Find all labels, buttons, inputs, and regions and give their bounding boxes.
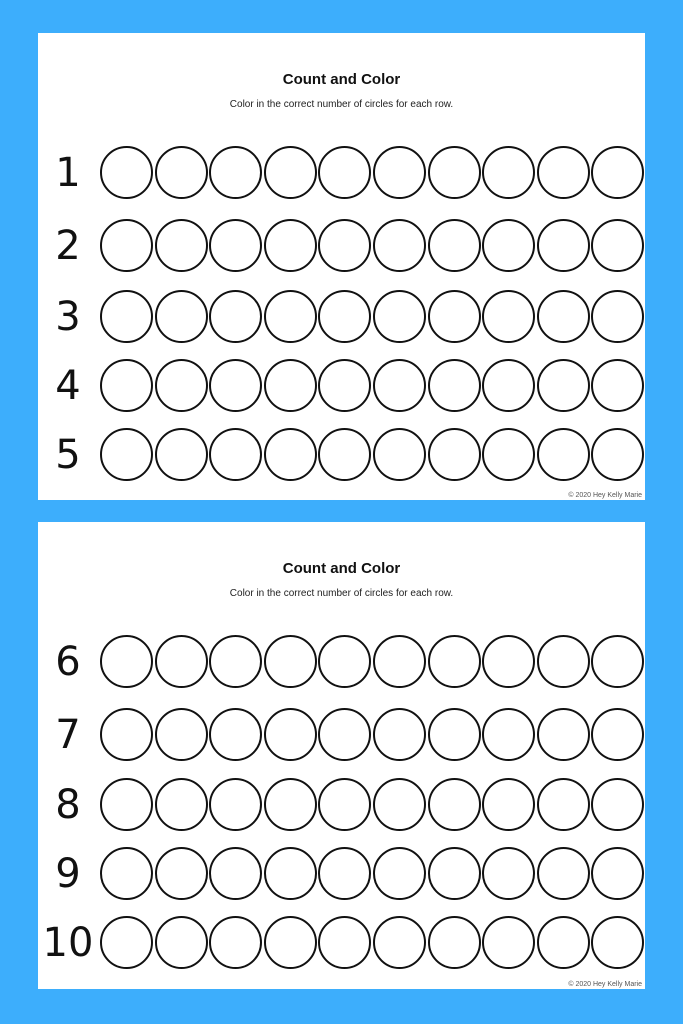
count-circle xyxy=(100,708,153,761)
worksheet-instructions: Color in the correct number of circles for each row. xyxy=(229,588,454,599)
count-circle xyxy=(155,916,208,969)
count-circle xyxy=(537,359,590,412)
row-number: 2 xyxy=(55,223,81,269)
worksheet-instructions: Color in the correct number of circles for each row. xyxy=(229,99,454,110)
row-number: 7 xyxy=(55,712,81,758)
count-circle xyxy=(209,146,262,199)
count-circle xyxy=(591,778,644,831)
count-circle xyxy=(264,290,317,343)
count-circle xyxy=(264,219,317,272)
count-circle xyxy=(537,146,590,199)
row-number: 8 xyxy=(55,782,81,828)
count-circle xyxy=(318,635,371,688)
worksheet-title: Count and Color xyxy=(282,71,401,88)
count-circle xyxy=(264,708,317,761)
count-circle xyxy=(209,219,262,272)
count-circle xyxy=(428,778,481,831)
count-circle xyxy=(591,146,644,199)
count-circle xyxy=(591,428,644,481)
count-circle xyxy=(482,146,535,199)
circle-group xyxy=(100,290,644,344)
count-circle xyxy=(264,635,317,688)
count-circle xyxy=(209,290,262,343)
count-circle xyxy=(373,290,426,343)
count-circle xyxy=(100,219,153,272)
count-circle xyxy=(428,219,481,272)
count-circle xyxy=(373,219,426,272)
count-circle xyxy=(537,916,590,969)
count-circle xyxy=(482,219,535,272)
circle-group xyxy=(100,219,644,273)
circle-group xyxy=(100,635,644,689)
worksheet-top xyxy=(38,33,645,500)
counting-row xyxy=(38,146,645,200)
count-circle xyxy=(264,778,317,831)
copyright-footer: © 2020 Hey Kelly Marie xyxy=(568,981,642,988)
count-circle xyxy=(373,359,426,412)
count-circle xyxy=(482,708,535,761)
count-circle xyxy=(209,635,262,688)
count-circle xyxy=(318,359,371,412)
count-circle xyxy=(264,146,317,199)
count-circle xyxy=(264,359,317,412)
count-circle xyxy=(155,428,208,481)
count-circle xyxy=(537,847,590,900)
counting-row xyxy=(38,428,645,482)
count-circle xyxy=(591,290,644,343)
counting-row xyxy=(38,219,645,273)
count-circle xyxy=(209,428,262,481)
count-circle xyxy=(209,359,262,412)
count-circle xyxy=(537,778,590,831)
count-circle xyxy=(155,708,208,761)
count-circle xyxy=(100,916,153,969)
count-circle xyxy=(537,290,590,343)
count-circle xyxy=(373,635,426,688)
count-circle xyxy=(318,428,371,481)
count-circle xyxy=(100,778,153,831)
worksheet-bottom xyxy=(38,522,645,989)
circle-group xyxy=(100,428,644,482)
counting-row xyxy=(38,916,645,970)
count-circle xyxy=(373,778,426,831)
counting-row xyxy=(38,290,645,344)
count-circle xyxy=(155,359,208,412)
circle-group xyxy=(100,847,644,901)
circle-group xyxy=(100,359,644,413)
row-number: 1 xyxy=(55,150,81,196)
row-number: 3 xyxy=(55,294,81,340)
count-circle xyxy=(318,847,371,900)
circle-group xyxy=(100,708,644,762)
count-circle xyxy=(428,847,481,900)
count-circle xyxy=(264,916,317,969)
count-circle xyxy=(100,635,153,688)
row-number: 10 xyxy=(42,920,94,966)
count-circle xyxy=(591,635,644,688)
count-circle xyxy=(155,635,208,688)
count-circle xyxy=(373,916,426,969)
counting-row xyxy=(38,635,645,689)
count-circle xyxy=(264,428,317,481)
count-circle xyxy=(537,428,590,481)
count-circle xyxy=(373,428,426,481)
count-circle xyxy=(482,778,535,831)
count-circle xyxy=(318,916,371,969)
count-circle xyxy=(428,916,481,969)
count-circle xyxy=(428,290,481,343)
count-circle xyxy=(428,708,481,761)
row-number: 5 xyxy=(55,432,81,478)
circle-group xyxy=(100,146,644,200)
count-circle xyxy=(537,708,590,761)
copyright-footer: © 2020 Hey Kelly Marie xyxy=(568,492,642,499)
count-circle xyxy=(318,778,371,831)
counting-row xyxy=(38,778,645,832)
count-circle xyxy=(155,146,208,199)
count-circle xyxy=(482,359,535,412)
count-circle xyxy=(318,708,371,761)
count-circle xyxy=(482,847,535,900)
counting-row xyxy=(38,847,645,901)
count-circle xyxy=(428,146,481,199)
count-circle xyxy=(482,428,535,481)
count-circle xyxy=(591,359,644,412)
count-circle xyxy=(318,146,371,199)
row-number: 6 xyxy=(55,639,81,685)
count-circle xyxy=(428,359,481,412)
count-circle xyxy=(209,916,262,969)
count-circle xyxy=(428,428,481,481)
circle-group xyxy=(100,916,644,970)
count-circle xyxy=(155,847,208,900)
count-circle xyxy=(155,219,208,272)
count-circle xyxy=(373,847,426,900)
count-circle xyxy=(591,708,644,761)
count-circle xyxy=(482,290,535,343)
count-circle xyxy=(100,428,153,481)
counting-row xyxy=(38,708,645,762)
count-circle xyxy=(100,146,153,199)
row-number: 4 xyxy=(55,363,81,409)
count-circle xyxy=(209,778,262,831)
count-circle xyxy=(482,916,535,969)
count-circle xyxy=(591,219,644,272)
count-circle xyxy=(591,847,644,900)
count-circle xyxy=(537,635,590,688)
count-circle xyxy=(537,219,590,272)
count-circle xyxy=(318,290,371,343)
counting-row xyxy=(38,359,645,413)
count-circle xyxy=(264,847,317,900)
circle-group xyxy=(100,778,644,832)
count-circle xyxy=(209,708,262,761)
count-circle xyxy=(155,290,208,343)
row-number: 9 xyxy=(55,851,81,897)
count-circle xyxy=(100,847,153,900)
count-circle xyxy=(591,916,644,969)
count-circle xyxy=(209,847,262,900)
count-circle xyxy=(482,635,535,688)
count-circle xyxy=(155,778,208,831)
count-circle xyxy=(428,635,481,688)
count-circle xyxy=(373,146,426,199)
worksheet-title: Count and Color xyxy=(282,560,401,577)
count-circle xyxy=(318,219,371,272)
count-circle xyxy=(373,708,426,761)
count-circle xyxy=(100,290,153,343)
count-circle xyxy=(100,359,153,412)
